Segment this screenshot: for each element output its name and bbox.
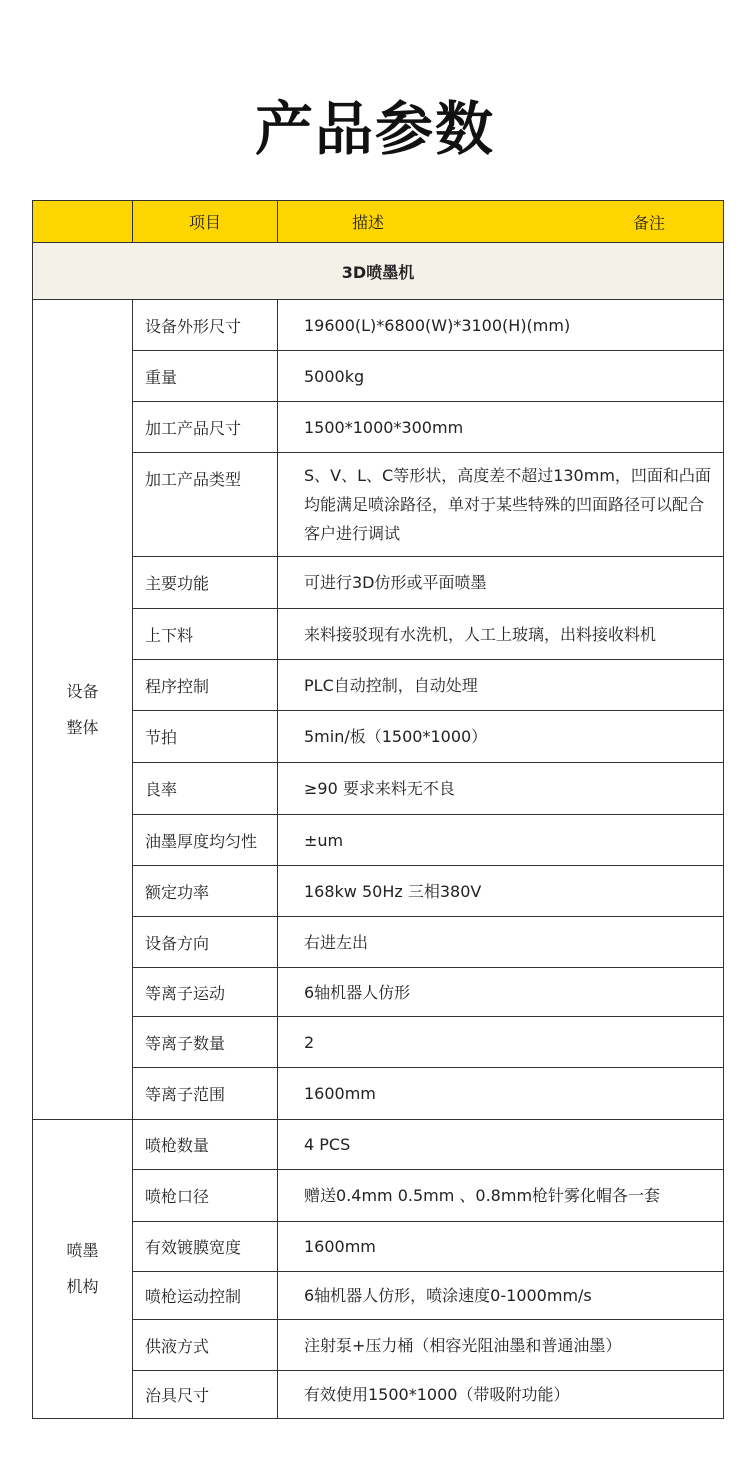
row-item: 喷枪口径 [133,1170,278,1222]
table-row [33,300,724,351]
row-desc: 1500*1000*300mm [278,402,724,453]
table-row [33,763,724,815]
table-row [33,866,724,917]
table-row [33,557,724,609]
row-desc: 1600mm [278,1068,724,1120]
table-row [33,1320,724,1371]
row-desc: 右进左出 [278,917,724,968]
row-item: 加工产品类型 [133,453,278,557]
row-desc: 2 [278,1017,724,1068]
row-desc: 1600mm [278,1222,724,1272]
row-item: 加工产品尺寸 [133,402,278,453]
row-item: 供液方式 [133,1320,278,1371]
table-row [33,609,724,660]
row-item: 良率 [133,763,278,815]
section-row [33,243,724,300]
row-desc: 168kw 50Hz 三相380V [278,866,724,917]
table-row [33,1068,724,1120]
table-row [33,1170,724,1222]
row-desc: 5min/板（1500*1000） [278,711,724,763]
header-item: 项目 [133,201,278,243]
row-item: 油墨厚度均匀性 [133,815,278,866]
row-item: 节拍 [133,711,278,763]
header-note: 备注 [632,213,665,232]
row-item: 设备方向 [133,917,278,968]
table-row [33,1371,724,1419]
row-desc: 5000kg [278,351,724,402]
row-desc: 19600(L)*6800(W)*3100(H)(mm) [278,300,724,351]
header-description: 描述 [352,213,385,232]
section-title: 3D喷墨机 [33,243,724,300]
table-row [33,351,724,402]
row-item: 等离子运动 [133,968,278,1017]
table-row [33,1222,724,1272]
page-title: 产品参数 [254,95,495,163]
row-item: 等离子范围 [133,1068,278,1120]
row-item: 程序控制 [133,660,278,711]
row-item: 有效镀膜宽度 [133,1222,278,1272]
header-empty-cell [33,201,133,243]
table-row [33,402,724,453]
group-label-ink-mechanism [33,1120,133,1419]
table-row [33,1120,724,1170]
group-label-line: 设备 [66,681,99,701]
row-desc: 有效使用1500*1000（带吸附功能） [278,1371,724,1419]
table-row [33,1017,724,1068]
row-item: 主要功能 [133,557,278,609]
header-description-cell [278,201,724,243]
row-desc: 赠送0.4mm 0.5mm 、0.8mm枪针雾化帽各一套 [278,1170,724,1222]
table-row [33,711,724,763]
table-row [33,453,724,557]
spec-table [32,200,724,1419]
row-desc: 6轴机器人仿形 [278,968,724,1017]
row-desc: 6轴机器人仿形，喷涂速度0-1000mm/s [278,1272,724,1320]
group-label-equipment [33,300,133,1120]
row-desc: ≥90 要求来料无不良 [278,763,724,815]
row-item: 设备外形尺寸 [133,300,278,351]
row-item: 等离子数量 [133,1017,278,1068]
table-row [33,815,724,866]
group-label-line: 整体 [66,717,99,737]
row-item: 上下料 [133,609,278,660]
table-row [33,1272,724,1320]
row-desc: ±um [278,815,724,866]
row-desc: 来料接驳现有水洗机，人工上玻璃，出料接收料机 [278,609,724,660]
table-header-row [33,201,724,243]
table-row [33,660,724,711]
row-item: 喷枪运动控制 [133,1272,278,1320]
group-label-line: 机构 [66,1277,99,1296]
row-desc: 注射泵+压力桶（相容光阻油墨和普通油墨） [278,1320,724,1371]
row-desc: PLC自动控制，自动处理 [278,660,724,711]
row-desc: S、V、L、C等形状，高度差不超过130mm，凹面和凸面均能满足喷涂路径，单对于某些特殊的凹面路径可以配合客户进行调试 [278,453,724,557]
table-row [33,968,724,1017]
table-row [33,917,724,968]
row-item: 重量 [133,351,278,402]
row-item: 治具尺寸 [133,1371,278,1419]
group-label-line: 喷墨 [66,1241,99,1260]
row-desc: 可进行3D仿形或平面喷墨 [278,557,724,609]
row-item: 喷枪数量 [133,1120,278,1170]
row-desc: 4 PCS [278,1120,724,1170]
row-item: 额定功率 [133,866,278,917]
